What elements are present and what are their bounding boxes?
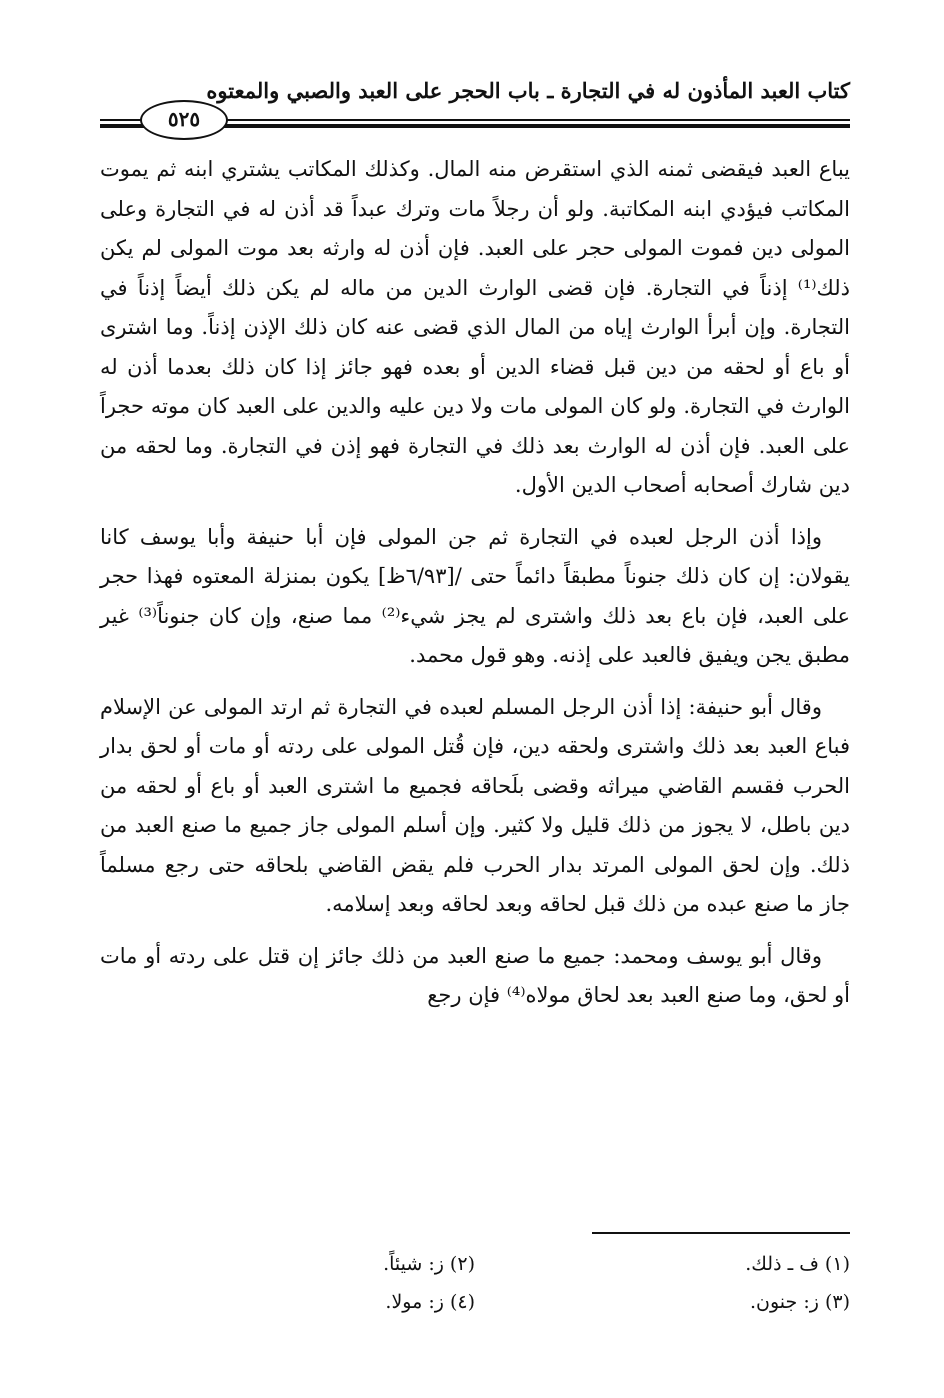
paragraph-4: وقال أبو يوسف ومحمد: جميع ما صنع العبد من ذلك جائز إن قتل على ردته أو مات أو لحق، وما صنع العبد بعد لحاق مولاه⁽⁴⁾ فإن رجع	[100, 943, 850, 1007]
footnote-4: (٤) ز: مولا.	[385, 1291, 475, 1313]
footnote-row	[100, 1245, 850, 1283]
running-header	[100, 70, 850, 130]
footnote-2: (٢) ز: شيئاً.	[383, 1253, 475, 1275]
header-title: كتاب العبد المأذون له في التجارة ـ باب الحجر على العبد والصبي والمعتوه	[206, 78, 850, 103]
page-number: ٥٢٥	[140, 100, 228, 140]
paragraph-1: يباع العبد فيقضى ثمنه الذي استقرض منه المال. وكذلك المكاتب يشتري ابنه ثم يموت المكاتب فيؤدي ابنه المكاتبة. ولو أن رجلاً مات وترك عبداً قد أذن له في التجارة وعلى المولى دين فموت المولى حجر على العبد. فإن أذن له وارثه بعد موت المولى لم يكن ذلك⁽¹⁾ إذناً في التجارة. فإن قضى الوارث الدين من ماله لم يكن ذلك أيضاً إذناً في التجارة. وإن أبرأ الوارث إياه من المال الذي قضى عنه كان ذلك الإذن إذناً. وما اشترى أو باع أو لحقه من دين قبل قضاء الدين أو بعده فهو جائز إذا كان ذلك بعدما أذن له الوارث في التجارة. ولو كان المولى مات ولا دين عليه والدين على العبد كان موته حجراً على العبد. فإن أذن له الوارث بعد ذلك في التجارة فهو إذن في التجارة. وما لحقه من دين شارك أصحابه أصحاب الدين الأول.	[100, 157, 850, 497]
paragraph-3: وقال أبو حنيفة: إذا أذن الرجل المسلم لعبده في التجارة ثم ارتد المولى عن الإسلام فباع العبد بعد ذلك واشترى ولحقه دين، فإن قُتل المولى على ردته أو مات أو لحق بدار الحرب فقسم القاضي ميراثه وقضى بلَحاقه فجميع ما اشترى العبد أو باع أو لحقه من دين باطل، لا يجوز من ذلك قليل ولا كثير. وإن أسلم المولى جاز جميع ما صنع العبد من ذلك. وإن لحق المولى المرتد بدار الحرب فلم يقض القاضي بلحاقه حتى رجع مسلماً جاز ما صنع عبده من ذلك قبل لحاقه وبعد لحاقه وبعد إسلامه.	[100, 694, 850, 916]
main-text	[100, 150, 850, 1028]
footnote-3: (٣) ز: جنون.	[750, 1291, 850, 1313]
paragraph-2: وإذا أذن الرجل لعبده في التجارة ثم جن المولى فإن أبا حنيفة وأبا يوسف كانا يقولان: إن كان ذلك جنوناً مطبقاً دائماً حتى /[٦/٩٣ظ] يكون بمنزلة المعتوه فهذا حجر على العبد، فإن باع بعد ذلك واشترى لم يجز شيء⁽²⁾ مما صنع، وإن كان جنوناً⁽³⁾ غير مطبق يجن ويفيق فالعبد على إذنه. وهو قول محمد.	[100, 524, 850, 667]
footnote-separator	[592, 1232, 850, 1234]
footnote-1: (١) ف ـ ذلك.	[745, 1253, 850, 1275]
footnote-row	[100, 1283, 850, 1321]
footnotes	[100, 1245, 850, 1321]
